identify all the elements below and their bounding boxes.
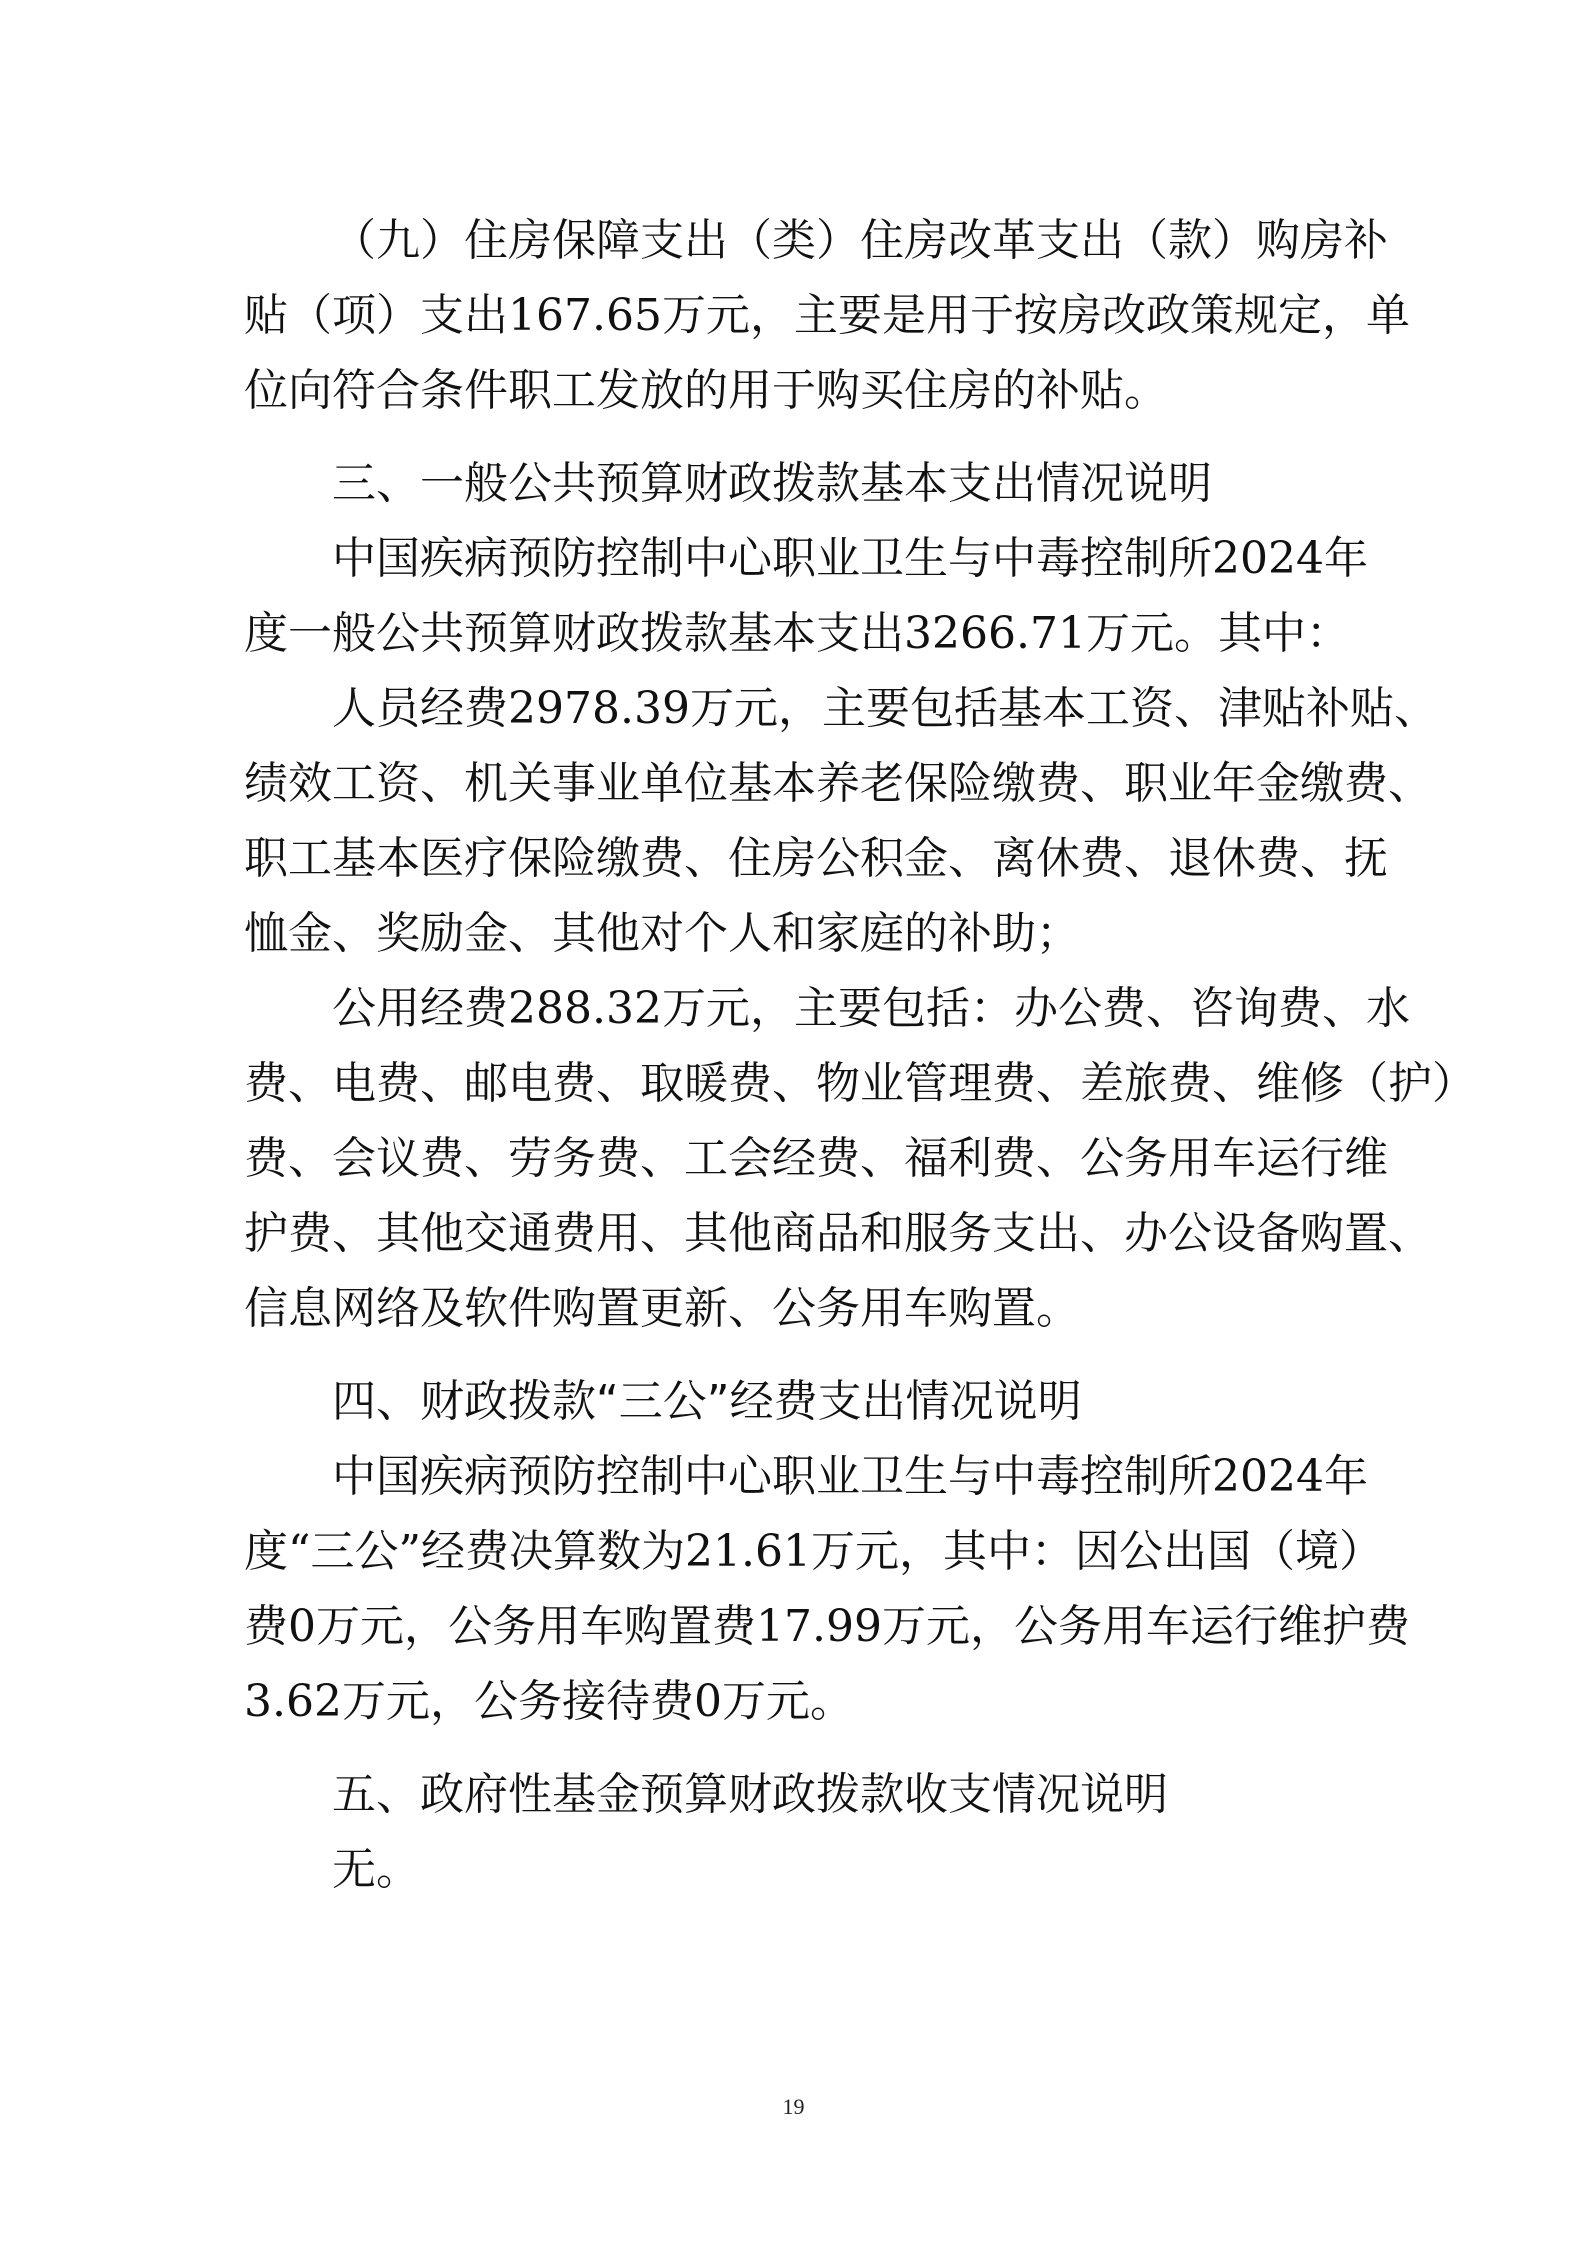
paragraph-basic-expenditure-intro [244, 521, 1368, 671]
text-line: 公用经费288.32万元，主要包括：办公费、咨询费、水 [332, 983, 1410, 1034]
text-line: 中国疾病预防控制中心职业卫生与中毒控制所2024年 [332, 533, 1368, 584]
text-line: 护费、其他交通费用、其他商品和服务支出、办公设备购置、 [244, 1208, 1432, 1259]
text-line: 费、电费、邮电费、取暖费、物业管理费、差旅费、维修（护） [244, 1058, 1476, 1109]
text-line: 度一般公共预算财政拨款基本支出3266.71万元。其中： [244, 608, 1350, 659]
paragraph-housing-subsidy [244, 203, 1410, 428]
text-line: （九）住房保障支出（类）住房改革支出（款）购房补 [332, 215, 1388, 266]
page-number: 19 [782, 2094, 805, 2119]
text-line: 3.62万元，公务接待费0万元。 [244, 1676, 854, 1727]
paragraph-government-fund [244, 1832, 1348, 1907]
text-line: 位向符合条件职工发放的用于购买住房的补贴。 [244, 365, 1168, 416]
text-line: 贴（项）支出167.65万元，主要是用于按房改政策规定，单 [244, 290, 1410, 341]
paragraph-personnel-expenses [244, 671, 1438, 971]
text-line: 恤金、奖励金、其他对个人和家庭的补助； [244, 908, 1080, 959]
text-line: 中国疾病预防控制中心职业卫生与中毒控制所2024年 [332, 1451, 1368, 1502]
text-line: 信息网络及软件购置更新、公务用车购置。 [244, 1283, 1080, 1334]
text-line: 绩效工资、机关事业单位基本养老保险缴费、职业年金缴费、 [244, 758, 1432, 809]
section-heading-government-fund: 五、政府性基金预算财政拨款收支情况说明 [332, 1769, 1168, 1820]
text-line: 费、会议费、劳务费、工会经费、福利费、公务用车运行维 [244, 1133, 1388, 1184]
text-line: 度“三公”经费决算数为21.61万元，其中：因公出国（境） [244, 1526, 1383, 1577]
section-heading-three-public-expenses: 四、财政拨款“三公”经费支出情况说明 [332, 1376, 1082, 1427]
document-body [244, 203, 1476, 1907]
text-line: 职工基本医疗保险缴费、住房公积金、离休费、退休费、抚 [244, 833, 1388, 884]
paragraph-public-expenses [244, 971, 1476, 1346]
section-heading-basic-expenditure: 三、一般公共预算财政拨款基本支出情况说明 [332, 458, 1212, 509]
text-line: 人员经费2978.39万元，主要包括基本工资、津贴补贴、 [332, 683, 1438, 734]
text-line: 费0万元，公务用车购置费17.99万元，公务用车运行维护费 [244, 1601, 1410, 1652]
paragraph-three-public-expenses [244, 1439, 1410, 1739]
text-line: 无。 [332, 1844, 420, 1895]
